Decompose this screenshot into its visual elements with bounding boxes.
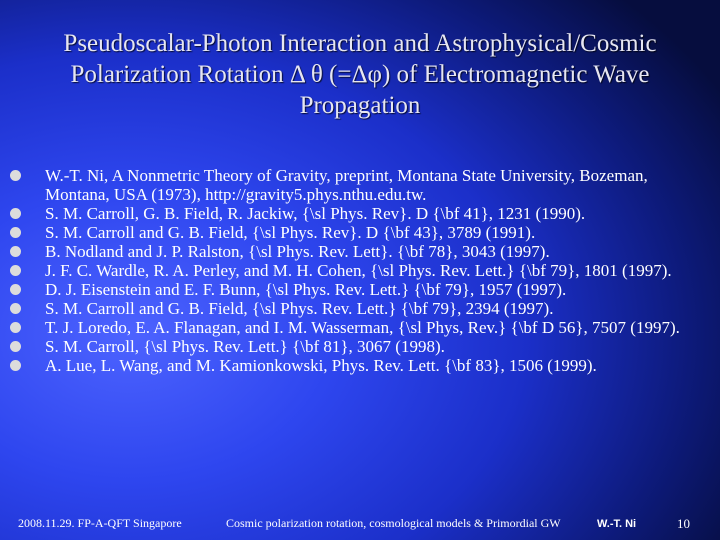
slide-title	[20, 28, 700, 121]
reference-item	[10, 337, 716, 356]
reference-text: A. Lue, L. Wang, and M. Kamionkowski, Phys. Rev. Lett. {\bf 83}, 1506 (1999).	[45, 356, 597, 375]
footer-author: W.-T. Ni	[597, 518, 637, 530]
reference-text: S. M. Carroll and G. B. Field, {\sl Phys. Rev. Lett.} {\bf 79}, 2394 (1997).	[45, 299, 554, 318]
title-line-2: Polarization Rotation Δ θ (=Δφ) of Electromagnetic Wave	[70, 61, 650, 88]
bullet-icon	[10, 265, 21, 276]
bullet-icon	[10, 170, 21, 181]
bullet-icon	[10, 322, 21, 333]
bullet-icon	[10, 227, 21, 238]
bullet-icon	[10, 208, 21, 219]
title-line-3: Propagation	[299, 92, 421, 119]
bullet-icon	[10, 303, 21, 314]
reference-text: S. M. Carroll, G. B. Field, R. Jackiw, {\sl Phys. Rev}. D {\bf 41}, 1231 (1990).	[45, 204, 586, 223]
reference-text: W.-T. Ni, A Nonmetric Theory of Gravity, preprint, Montana State University, Bozeman, Montana, USA (1973), http://gravity5.phys.nthu.edu.tw.	[45, 166, 648, 204]
reference-item	[10, 299, 716, 318]
page-number: 10	[677, 516, 690, 531]
bullet-icon	[10, 341, 21, 352]
reference-item	[10, 356, 716, 375]
reference-text: S. M. Carroll, {\sl Phys. Rev. Lett.} {\bf 81}, 3067 (1998).	[45, 337, 445, 356]
slide-footer	[0, 514, 720, 534]
footer-talk-title: Cosmic polarization rotation, cosmological models & Primordial GW	[226, 516, 561, 530]
reference-list	[10, 166, 716, 375]
reference-item	[10, 280, 716, 299]
reference-item	[10, 166, 716, 204]
title-line-1: Pseudoscalar-Photon Interaction and Astrophysical/Cosmic	[63, 30, 657, 57]
reference-item	[10, 223, 716, 242]
reference-item	[10, 318, 716, 337]
bullet-icon	[10, 246, 21, 257]
reference-text: T. J. Loredo, E. A. Flanagan, and I. M. Wasserman, {\sl Phys, Rev.} {\bf D 56}, 7507 (1997).	[45, 318, 680, 337]
reference-item	[10, 204, 716, 223]
reference-text: J. F. C. Wardle, R. A. Perley, and M. H. Cohen, {\sl Phys. Rev. Lett.} {\bf 79}, 1801 (1997).	[45, 261, 672, 280]
reference-item	[10, 261, 716, 280]
footer-date-venue: 2008.11.29. FP-A-QFT Singapore	[18, 516, 182, 530]
reference-text: B. Nodland and J. P. Ralston, {\sl Phys. Rev. Lett}. {\bf 78}, 3043 (1997).	[45, 242, 550, 261]
bullet-icon	[10, 360, 21, 371]
reference-item	[10, 242, 716, 261]
reference-text: D. J. Eisenstein and E. F. Bunn, {\sl Phys. Rev. Lett.} {\bf 79}, 1957 (1997).	[45, 280, 567, 299]
bullet-icon	[10, 284, 21, 295]
reference-text: S. M. Carroll and G. B. Field, {\sl Phys. Rev}. D {\bf 43}, 3789 (1991).	[45, 223, 536, 242]
